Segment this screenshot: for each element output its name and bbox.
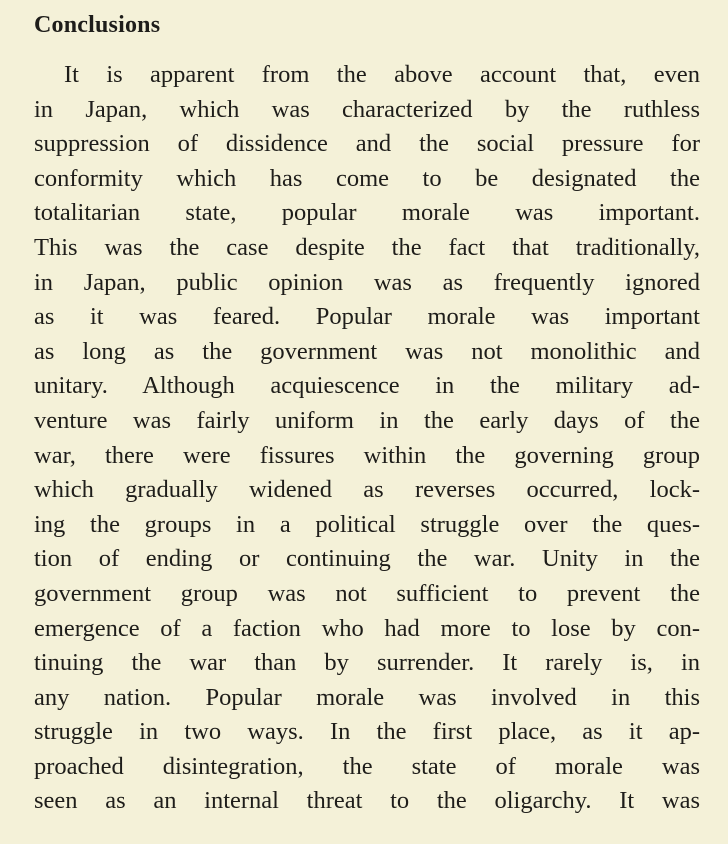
text-line: struggle in two ways. In the first place, as it ap- xyxy=(34,718,700,746)
text-line: venture was fairly uniform in the early days of the xyxy=(34,406,700,434)
text-line: It is apparent from the above account that, even xyxy=(64,61,700,88)
text-line: as it was feared. Popular morale was important xyxy=(34,303,700,331)
text-line: tion of ending or continuing the war. Unity in the xyxy=(34,545,700,573)
body-paragraph xyxy=(34,58,700,819)
text-line: government group was not sufficient to prevent the xyxy=(34,579,700,607)
text-line: war, there were fissures within the governing group xyxy=(34,441,700,469)
text-line: ing the groups in a political struggle over the ques- xyxy=(34,510,700,538)
text-line: in Japan, public opinion was as frequently ignored xyxy=(34,268,700,296)
text-line: emergence of a faction who had more to lose by con- xyxy=(34,614,700,642)
text-line: any nation. Popular morale was involved in this xyxy=(34,683,700,711)
text-line: unitary. Although acquiescence in the military ad- xyxy=(34,372,700,400)
text-line: proached disintegration, the state of morale was xyxy=(34,752,700,780)
text-line: conformity which has come to be designated the xyxy=(34,164,700,192)
text-line: This was the case despite the fact that traditionally, xyxy=(34,233,700,261)
text-line: in Japan, which was characterized by the ruthless xyxy=(34,95,700,123)
text-line: seen as an internal threat to the oligarchy. It was xyxy=(34,787,700,815)
text-line: tinuing the war than by surrender. It rarely is, in xyxy=(34,649,700,677)
text-line: as long as the government was not monolithic and xyxy=(34,337,700,365)
section-heading: Conclusions xyxy=(34,12,161,38)
text-line: totalitarian state, popular morale was important. xyxy=(34,199,700,227)
text-line: which gradually widened as reverses occurred, lock- xyxy=(34,476,700,504)
text-line: suppression of dissidence and the social pressure for xyxy=(34,130,700,158)
